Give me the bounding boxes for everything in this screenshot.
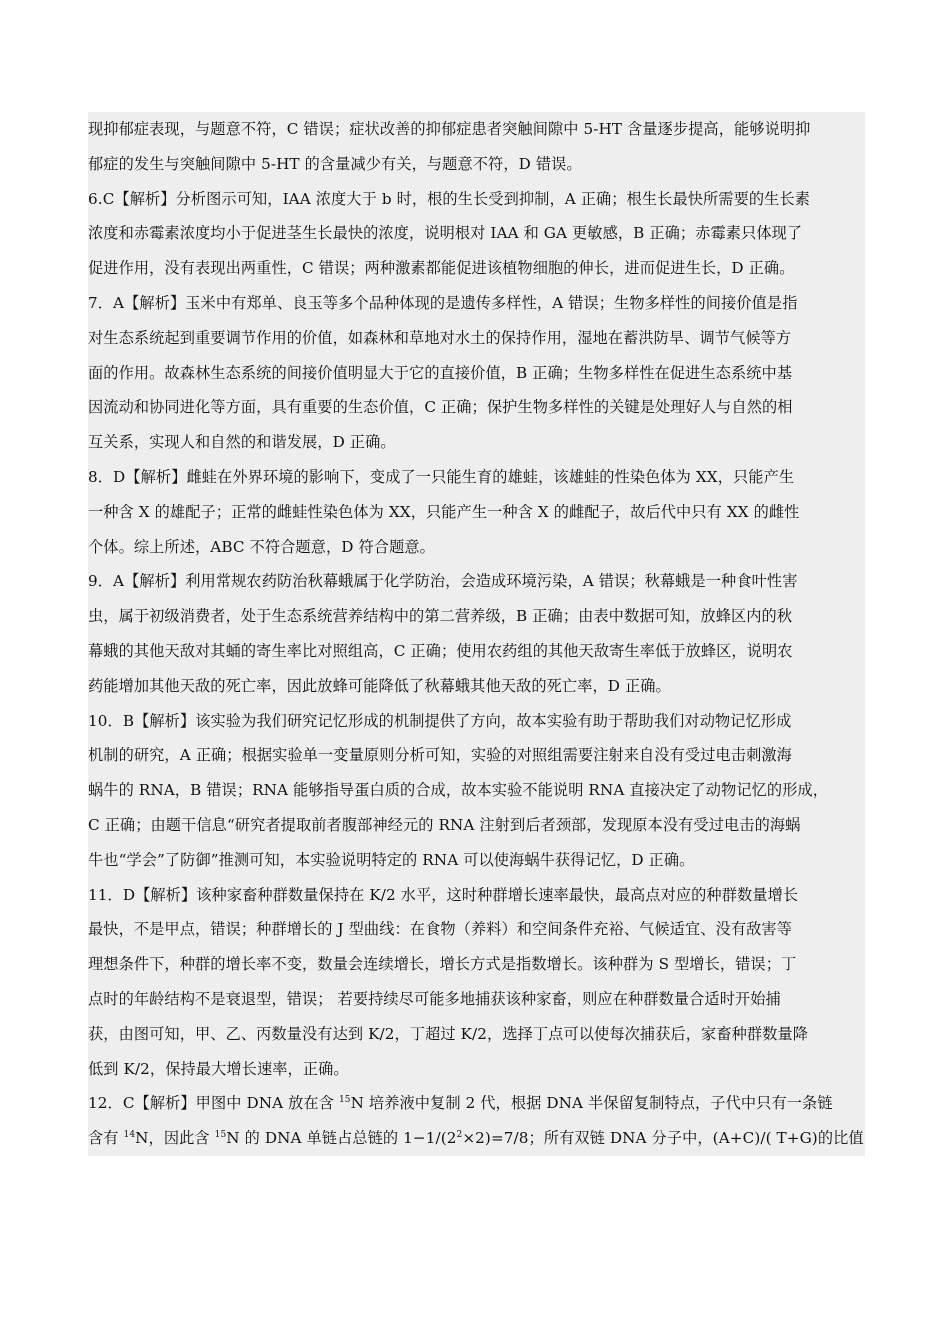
text-line: 互关系，实现人和自然的和谐发展，D 正确。 <box>88 433 396 452</box>
text-line: 面的作用。故森林生态系统的间接价值明显大于它的直接价值，B 正确；生物多样性在促进生态系统中基 <box>88 363 793 382</box>
text-segment: 含有 <box>88 1129 124 1148</box>
text-line: 11．D【解析】该种家畜种群数量保持在 K/2 水平，这时种群增长速率最快，最高点对应的种群数量增长 <box>88 885 799 904</box>
text-line: 最快，不是甲点，错误；种群增长的 J 型曲线：在食物（养料）和空间条件充裕、气候适宜、没有敌害等 <box>88 920 792 939</box>
text-segment: N 的 DNA 单链占总链的 1−1/(2 <box>226 1129 457 1148</box>
text-line: 机制的研究，A 正确；根据实验单一变量原则分析可知，实验的对照组需要注射来自没有受过电击刺激海 <box>88 746 792 765</box>
text-line: 幕蛾的其他天敌对其蛹的寄生率比对照组高，C 正确；使用农药组的其他天敌寄生率低于放蜂区，说明农 <box>88 641 793 660</box>
text-line: 现抑郁症表现，与题意不符，C 错误；症状改善的抑郁症患者突触间隙中 5-HT 含量逐步提高，能够说明抑 <box>88 120 811 138</box>
text-line: 获，由图可知，甲、乙、丙数量没有达到 K/2，丁超过 K/2，选择丁点可以使每次捕获后，家畜种群数量降 <box>88 1024 809 1043</box>
text-line: 郁症的发生与突触间隙中 5-HT 的含量减少有关，与题意不符，D 错误。 <box>88 154 582 173</box>
text-line: 对生态系统起到重要调节作用的价值，如森林和草地对水土的保持作用，湿地在蓄洪防旱、调节气候等方 <box>88 328 792 347</box>
text-line: 因流动和协同进化等方面，具有重要的生态价值，C 正确；保护生物多样性的关键是处理好人与自然的相 <box>88 398 793 417</box>
text-line: 7．A【解析】玉米中有郑单、良玉等多个品种体现的是遗传多样性，A 错误；生物多样性的间接价值是指 <box>88 293 798 312</box>
text-segment: N，因此含 <box>135 1129 215 1148</box>
text-line: 虫，属于初级消费者，处于生态系统营养结构中的第二营养级，B 正确；由表中数据可知，放蜂区内的秋 <box>88 607 793 626</box>
text-line: 牛也“学会”了防御”推测可知，本实验说明特定的 RNA 可以使海蜗牛获得记忆，D 正确。 <box>88 850 695 869</box>
text-line: 药能增加其他天敌的死亡率，因此放蜂可能降低了秋幕蛾其他天敌的死亡率，D 正确。 <box>88 676 671 695</box>
text-line: 蜗牛的 RNA，B 错误；RNA 能够指导蛋白质的合成，故本实验不能说明 RNA 直接决定了动物记忆的形成， <box>88 781 829 800</box>
text-line: 一种含 X 的雄配子；正常的雌蛙性染色体为 XX，只能产生一种含 X 的雌配子，故后代中只有 XX 的雌性 <box>88 502 800 521</box>
text-line: 9．A【解析】利用常规农药防治秋幕蛾属于化学防治，会造成环境污染，A 错误；秋幕蛾是一种食叶性害 <box>88 572 798 591</box>
text-line <box>88 1086 865 1121</box>
isotope-superscript: 14 <box>123 1130 136 1141</box>
text-line: 点时的年龄结构不是衰退型，错误； 若要持续尽可能多地捕获该种家畜，则应在种群数量合适时开始捕 <box>88 989 781 1008</box>
text-segment: N 培养液中复制 2 代，根据 DNA 半保留复制特点，子代中只有一条链 <box>350 1094 833 1113</box>
text-segment: ×2)=7/8；所有双链 DNA 分子中，(A+C)/( T+G)的比值 <box>462 1129 864 1148</box>
text-line: 理想条件下，种群的增长率不变，数量会连续增长，增长方式是指数增长。该种群为 S 型增长，错误；丁 <box>88 955 797 974</box>
text-line: 低到 K/2，保持最大增长速率，正确。 <box>88 1059 349 1078</box>
text-line: 10．B【解析】该实验为我们研究记忆形成的机制提供了方向，故本实验有助于帮助我们对动物记忆形成 <box>88 711 792 730</box>
answer-explanation-text <box>88 112 865 1156</box>
isotope-superscript: 15 <box>214 1130 227 1141</box>
text-line: 促进作用，没有表现出两重性，C 错误；两种激素都能促进该植物细胞的伸长，进而促进生长，D 正确。 <box>88 259 795 278</box>
exponent-superscript: 2 <box>456 1130 463 1141</box>
text-line: C 正确；由题干信息“研究者提取前者腹部神经元的 RNA 注射到后者颈部，发现原本没有受过电击的海蜗 <box>88 815 801 834</box>
text-line: 6.C【解析】分析图示可知，IAA 浓度大于 b 时，根的生长受到抑制，A 正确；根生长最快所需要的生长素 <box>88 189 811 208</box>
text-segment: 12．C【解析】甲图中 DNA 放在含 <box>88 1094 339 1113</box>
isotope-superscript: 15 <box>338 1095 351 1106</box>
text-line: 浓度和赤霉素浓度均小于促进茎生长最快的浓度，说明根对 IAA 和 GA 更敏感，B 正确；赤霉素只体现了 <box>88 224 803 243</box>
text-line: 8．D【解析】雌蛙在外界环境的影响下，变成了一只能生育的雄蛙，该雄蛙的性染色体为 XX，只能产生 <box>88 467 795 486</box>
text-line: 个体。综上所述，ABC 不符合题意，D 符合题意。 <box>88 537 435 556</box>
text-line <box>88 1121 865 1156</box>
